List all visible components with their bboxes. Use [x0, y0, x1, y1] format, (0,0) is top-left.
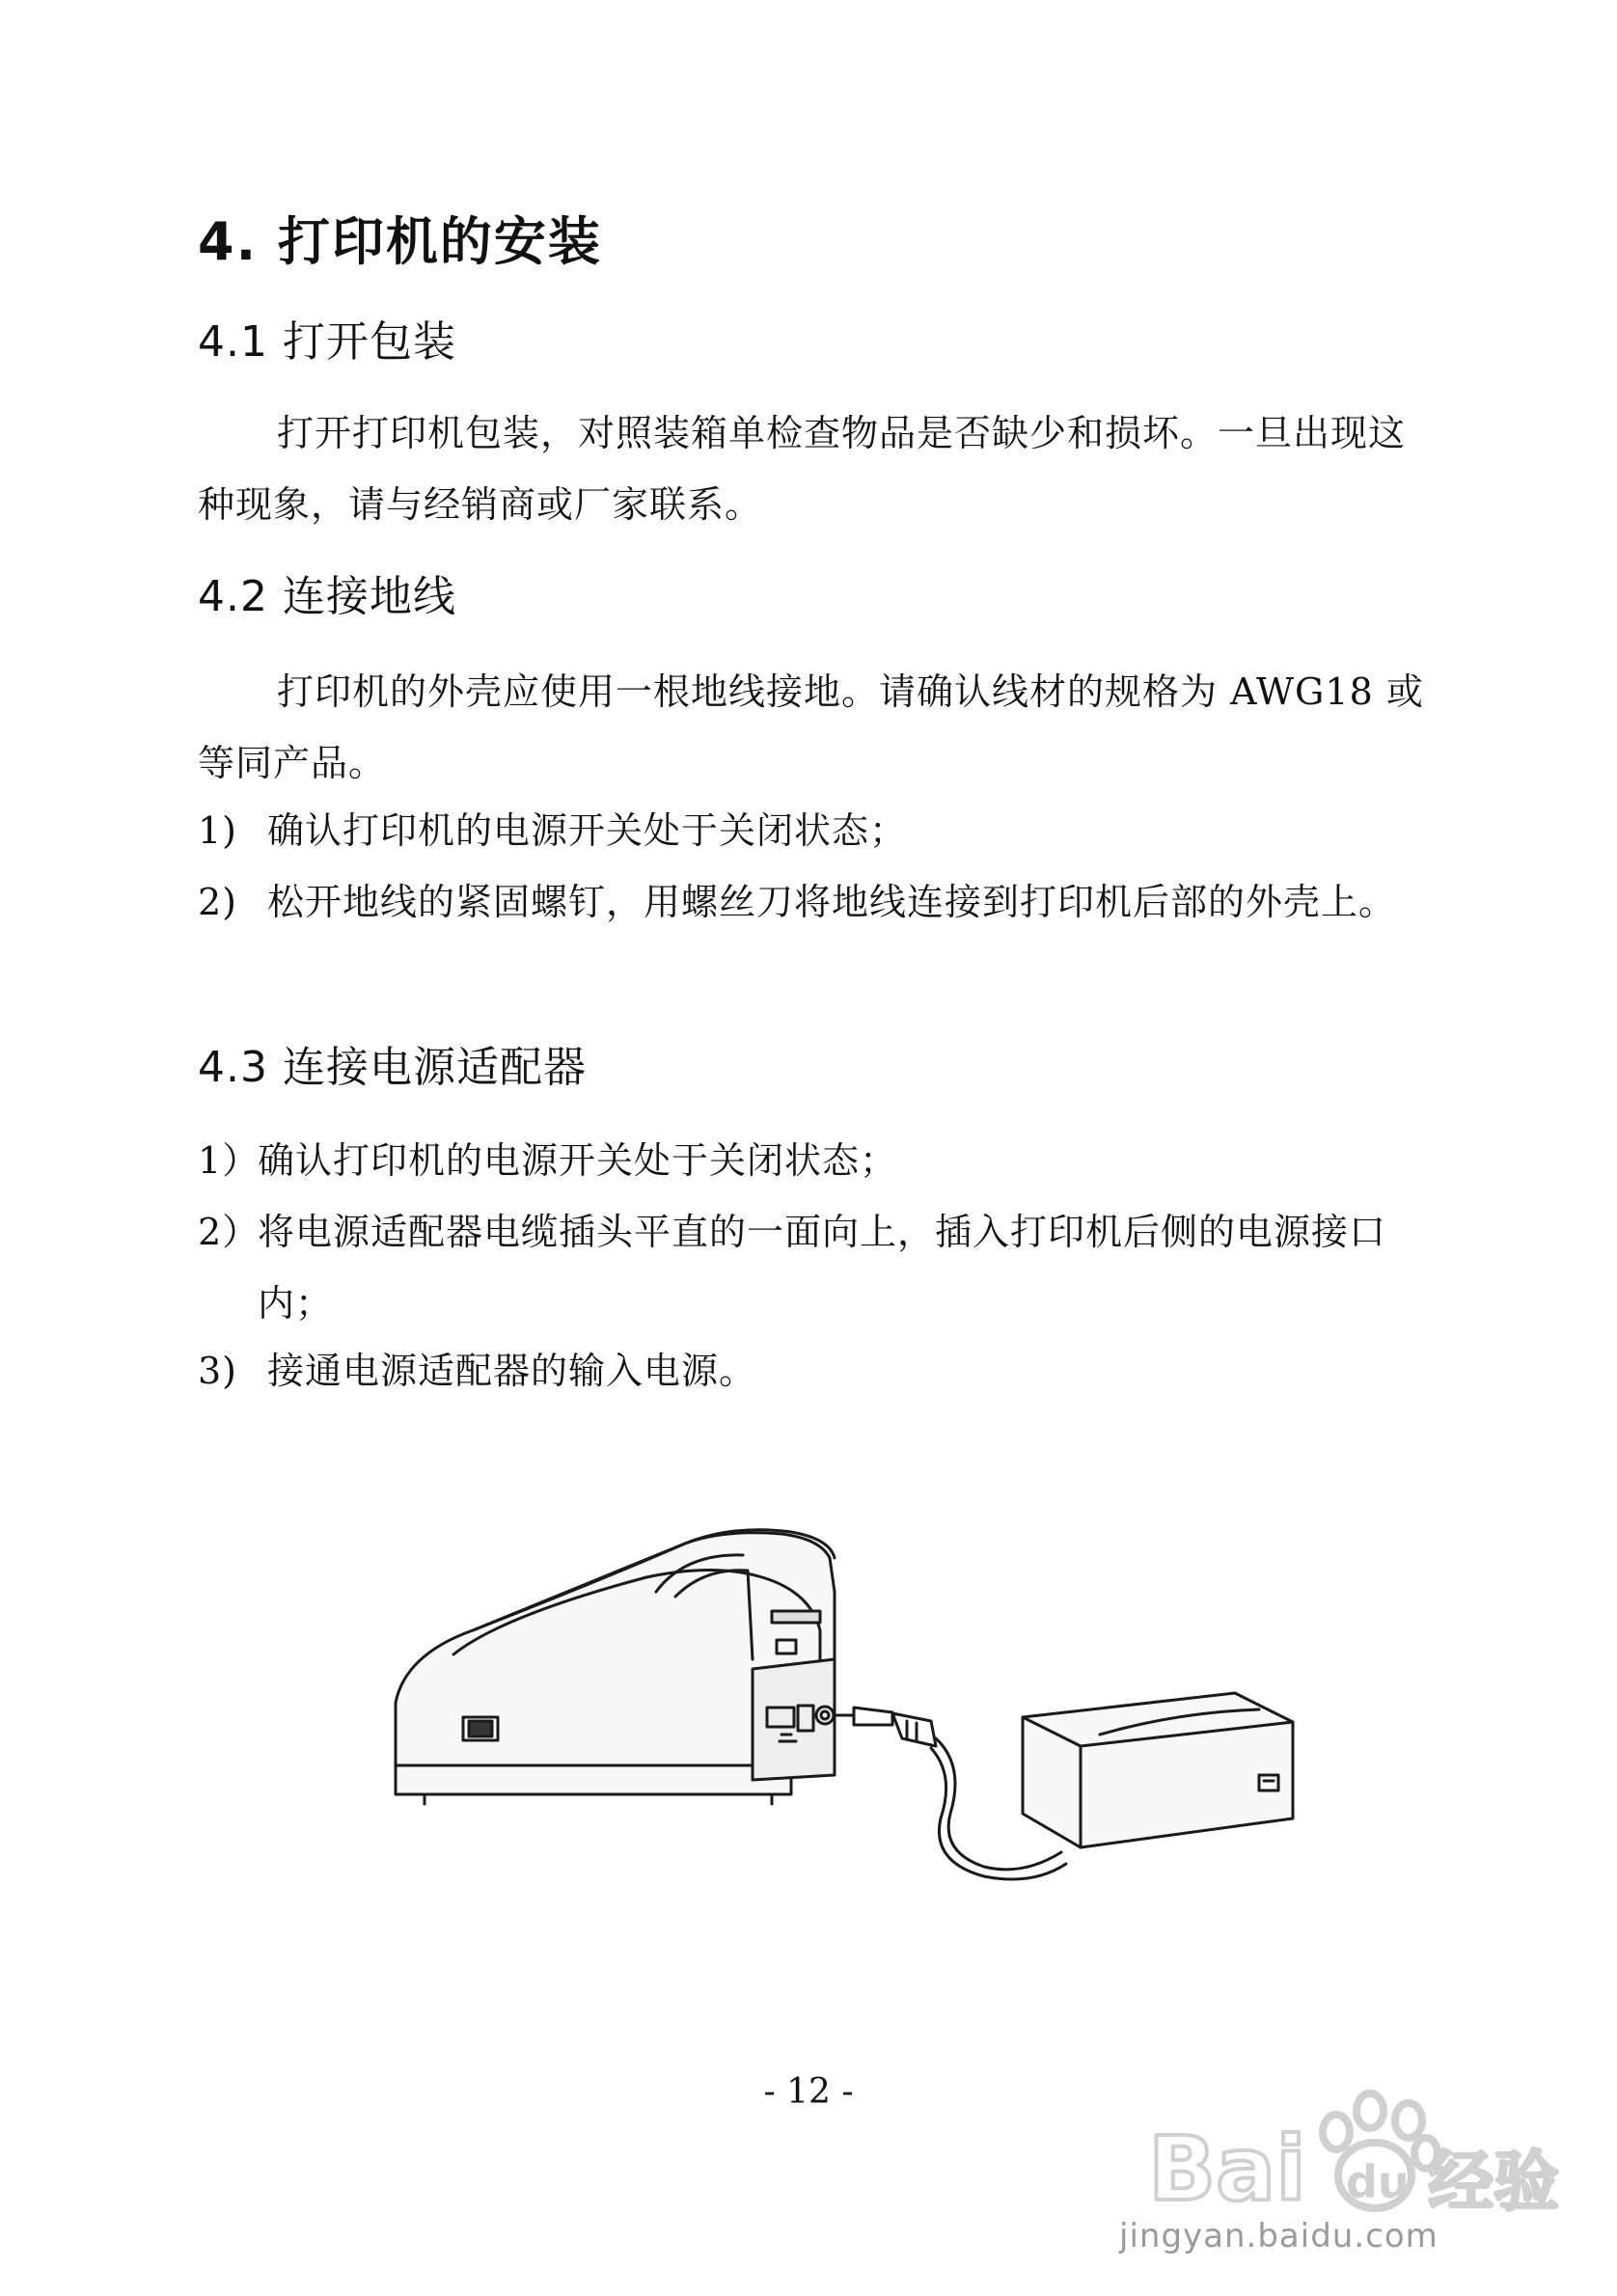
list-item-number: 1)	[198, 809, 238, 852]
svg-text:经验: 经验	[1428, 2145, 1560, 2221]
list-item-text: 松开地线的紧固螺钉，用螺丝刀将地线连接到打印机后部的外壳上。	[267, 881, 1397, 923]
subsection-heading-4-3: 4.3 连接电源适配器	[198, 1043, 587, 1092]
list-item-number: 2）	[198, 1211, 260, 1253]
list-item-text: 将电源适配器电缆插头平直的一面向上，插入打印机后侧的电源接口内；	[258, 1211, 1387, 1325]
list-item	[198, 1196, 1433, 1339]
page-number: - 12 -	[763, 2072, 854, 2112]
svg-text:Bai: Bai	[1148, 2118, 1306, 2221]
subsection-heading-4-2: 4.2 连接地线	[198, 572, 456, 621]
list-item	[198, 795, 1433, 866]
list-item-text: 确认打印机的电源开关处于关闭状态；	[258, 1139, 898, 1182]
paragraph-4-2: 打印机的外壳应使用一根地线接地。请确认线材的规格为 AWG18 或等同产品。	[198, 670, 1424, 784]
list-item-text: 确认打印机的电源开关处于关闭状态；	[267, 809, 908, 852]
svg-text:du: du	[1346, 2156, 1410, 2208]
list-item	[198, 1125, 1433, 1196]
list-item-number: 3)	[198, 1350, 238, 1392]
paragraph-4-1: 打开打印机包装，对照装箱单检查物品是否缺少和损坏。一旦出现这种现象，请与经销商或厂家联系。	[198, 412, 1407, 526]
list-item-text: 接通电源适配器的输入电源。	[267, 1350, 757, 1392]
subsection-heading-4-1: 4.1 打开包装	[198, 317, 456, 367]
list-item	[198, 866, 1433, 938]
section-title: 4. 打印机的安装	[198, 211, 602, 272]
list-item-number: 2)	[198, 881, 238, 923]
list-item-number: 1）	[198, 1139, 260, 1182]
list-item	[198, 1335, 1433, 1407]
watermark-url: jingyan.baidu.com	[1119, 2217, 1439, 2255]
printer-with-power-adapter-illustration	[367, 1486, 1312, 1939]
